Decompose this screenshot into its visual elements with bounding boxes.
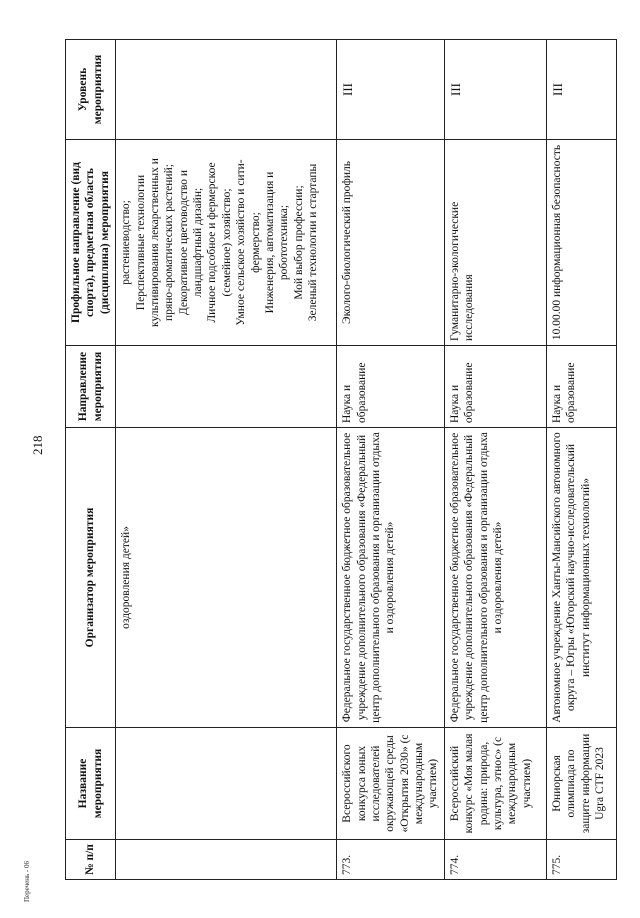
profile-line: Перспективные технологии культивирования лекарственных и пряно-ароматических растений; [134,158,176,327]
cell-direction [116,346,337,428]
table-row-continuation [116,40,337,880]
profile-line: растениеводство; [120,200,133,285]
profile-line: Инженерия, автоматизация и робототехника; [263,171,291,314]
cell-name: Всероссийский конкурс «Моя малая родина: природа, культура, этнос» (с международным участием) [444,728,546,840]
table-row [546,40,616,880]
header-no: № п/п [66,840,116,880]
profile-line: Мой выбор профессии; [292,185,305,300]
cell-no: 774. [444,840,546,880]
cell-organizer: Федеральное государственное бюджетное образовательное учреждение дополнительного образования «Федеральный центр дополнительного образования и организации отдыха и оздоровления детей» [444,428,546,728]
events-table [65,39,617,880]
cell-profile: Гуманитарно-экологические исследования [444,140,546,346]
cell-no: 775. [546,840,616,880]
page-number: 218 [30,435,45,455]
cell-level: III [546,40,616,140]
cell-organizer: Федеральное государственное бюджетное образовательное учреждение дополнительного образования «Федеральный центр дополнительного образования и организации отдыха и оздоровления детей» [337,428,445,728]
cell-profile: 10.00.00 информационная безопасность [546,140,616,346]
cell-no: 773. [337,840,445,880]
cell-profile: Эколого-биологический профиль [337,140,445,346]
profile-line: Зеленый технологии и стартапы [307,163,319,322]
cell-name: Всероссийского конкурса юных исследователей окружающей среды «Открытия 2030» (с международным участием) [337,728,445,840]
cell-name [116,728,337,840]
cell-organizer: оздоровления детей» [116,428,337,728]
header-level: Уровень мероприятия [66,40,116,140]
table-header-row [66,40,116,880]
table-row [444,40,546,880]
header-name: Название мероприятия [66,728,116,840]
cell-organizer: Автономное учреждение Ханты-Мансийского автономного округа – Югры «Югорский научно-исследовательский институт информационных технологий» [546,428,616,728]
footer-label: Перечень - 06 [23,861,31,902]
profile-line: Декоративное цветоводство и ландшафтный дизайн; [177,169,204,316]
table-row [337,40,445,880]
profile-line: Умное сельское хозяйство и сити-фермерство; [235,159,262,326]
cell-level: III [444,40,546,140]
cell-level [116,40,337,140]
header-organizer: Организатор мероприятия [66,428,116,728]
cell-name: Юниорская олимпиада по защите информации Ugra CTF 2023 [546,728,616,840]
header-profile: Профильное направление (вид спорта), предметная область (дисциплина) мероприятия [66,140,116,346]
cell-profile [116,140,337,346]
cell-no [116,840,337,880]
cell-level: III [337,40,445,140]
header-direction: Направление мероприятия [66,346,116,428]
cell-direction: Наука и образование [444,346,546,428]
rotated-table-container [65,40,610,880]
cell-direction: Наука и образование [337,346,445,428]
profile-line: Личное подсобное и фермерское (семейное) хозяйство; [206,162,233,323]
cell-direction: Наука и образование [546,346,616,428]
